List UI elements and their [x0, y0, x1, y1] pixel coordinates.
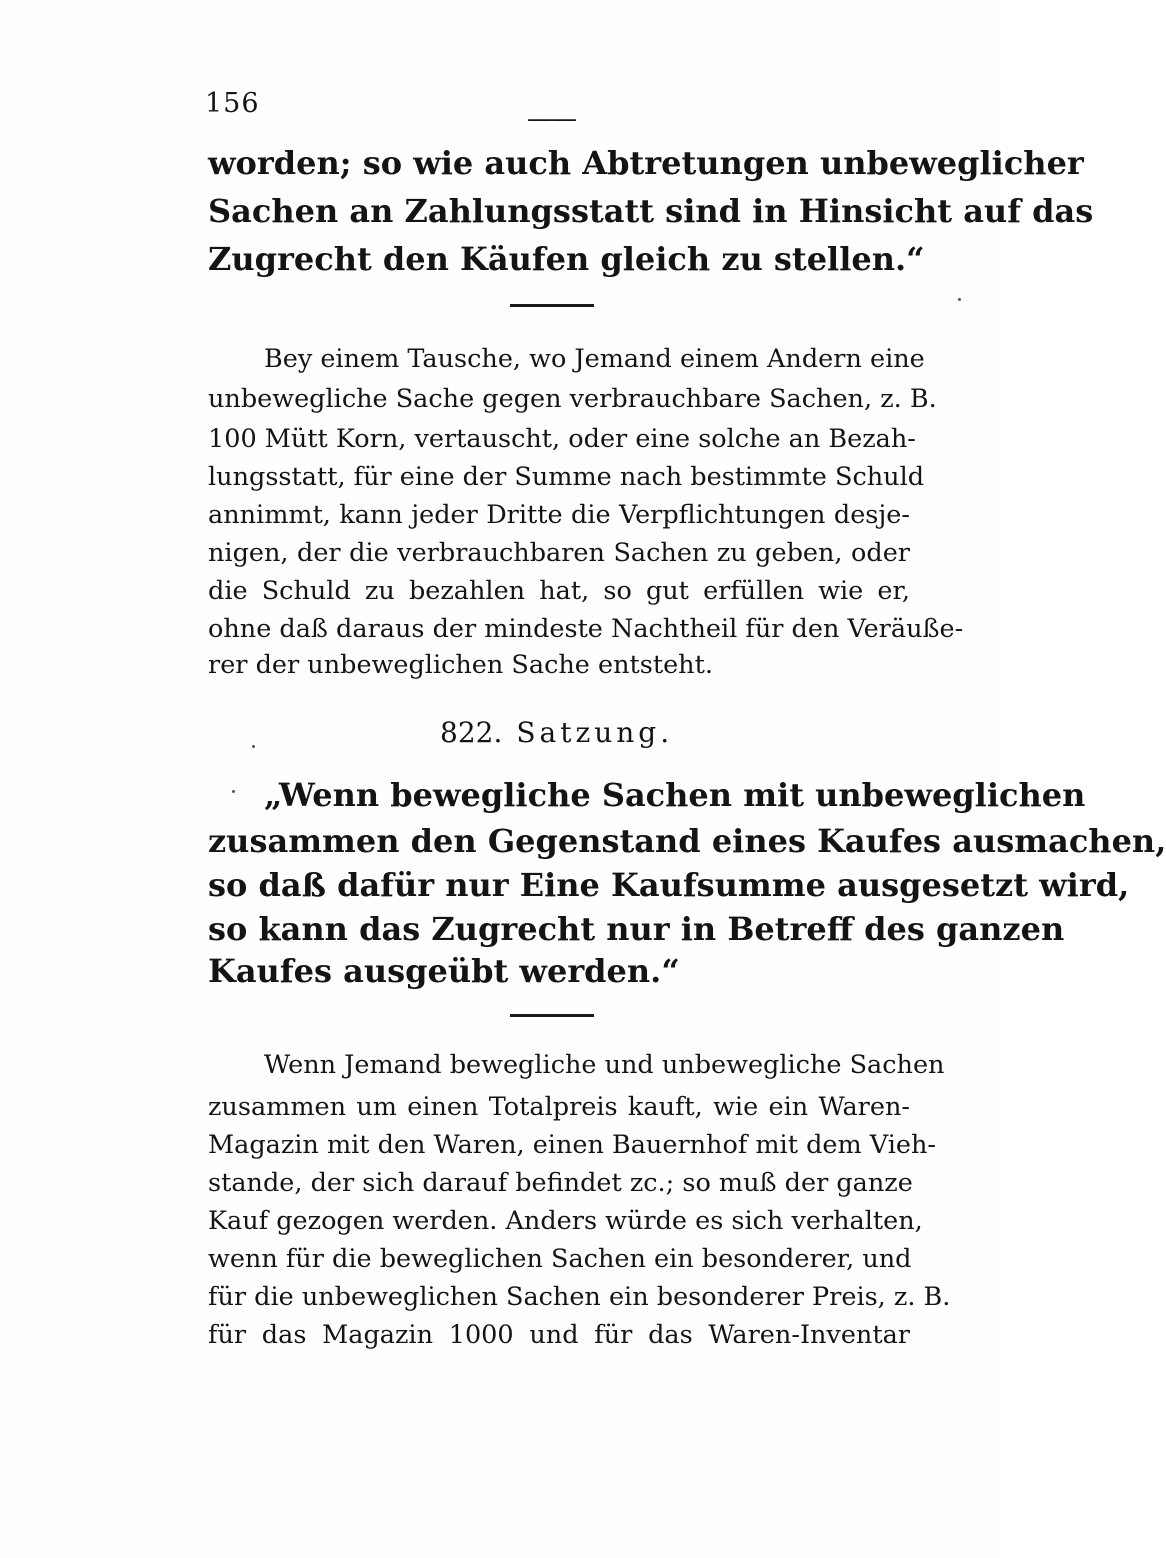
section-number: 822. — [440, 716, 503, 749]
commentary-line: rer der unbeweglichen Sache entsteht. — [208, 650, 713, 680]
page-number: 156 — [205, 88, 260, 119]
commentary-line: Bey einem Tausche, wo Jemand einem Andern eine — [264, 344, 925, 374]
commentary-line: die Schuld zu bezahlen hat, so gut erfüllen wie er, — [208, 576, 910, 606]
section-text-line: „Wenn bewegliche Sachen mit unbeweglichen — [264, 776, 1086, 814]
divider-rule — [510, 1014, 594, 1017]
scan-speck — [252, 745, 255, 748]
commentary-line: für die unbeweglichen Sachen ein besonderer Preis, z. B. — [208, 1282, 951, 1312]
scan-speck — [958, 298, 961, 301]
commentary-line: nigen, der die verbrauchbaren Sachen zu geben, oder — [208, 538, 910, 568]
header-dash: —— — [527, 104, 575, 134]
section-text-line: zusammen den Gegenstand eines Kaufes ausmachen, — [208, 822, 1166, 860]
commentary-line: für das Magazin 1000 und für das Waren-Inventar — [208, 1320, 910, 1350]
section-text-line: so daß dafür nur Eine Kaufsumme ausgesetzt wird, — [208, 866, 1130, 904]
commentary-line: annimmt, kann jeder Dritte die Verpflichtungen desje- — [208, 500, 910, 530]
quote-line: Sachen an Zahlungsstatt sind in Hinsicht auf das — [208, 192, 1094, 230]
commentary-line: wenn für die beweglichen Sachen ein besonderer, und — [208, 1244, 912, 1274]
commentary-line: stande, der sich darauf befindet zc.; so muß der ganze — [208, 1168, 913, 1198]
commentary-line: ohne daß daraus der mindeste Nachtheil für den Veräuße- — [208, 614, 964, 644]
commentary-line: zusammen um einen Totalpreis kauft, wie ein Waren- — [208, 1092, 910, 1122]
quote-line: Zugrecht den Käufen gleich zu stellen.“ — [208, 240, 925, 278]
section-text-line: Kaufes ausgeübt werden.“ — [208, 952, 680, 990]
section-heading — [440, 713, 740, 753]
commentary-line: lungsstatt, für eine der Summe nach bestimmte Schuld — [208, 462, 925, 492]
divider-rule — [510, 304, 594, 307]
commentary-line: Kauf gezogen werden. Anders würde es sich verhalten, — [208, 1206, 923, 1236]
section-title: Satzung. — [516, 716, 674, 749]
scan-speck — [232, 790, 235, 793]
page-header — [205, 88, 910, 134]
section-text-line: so kann das Zugrecht nur in Betreff des ganzen — [208, 910, 1065, 948]
commentary-line: unbewegliche Sache gegen verbrauchbare Sachen, z. B. — [208, 384, 937, 414]
quote-line: worden; so wie auch Abtretungen unbeweglicher — [208, 144, 1084, 182]
commentary-line: 100 Mütt Korn, vertauscht, oder eine solche an Bezah- — [208, 424, 916, 454]
commentary-line: Wenn Jemand bewegliche und unbewegliche Sachen — [264, 1050, 945, 1080]
commentary-line: Magazin mit den Waren, einen Bauernhof mit dem Vieh- — [208, 1130, 937, 1160]
